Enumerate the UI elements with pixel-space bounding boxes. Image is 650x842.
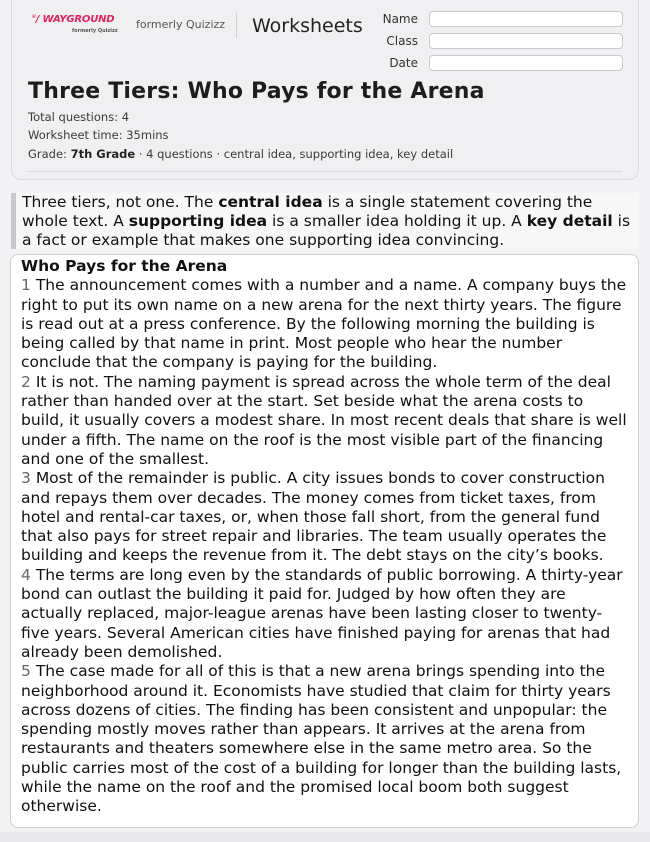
formerly-label: formerly Quizizz xyxy=(136,18,226,31)
logo-wordmark: ᐡ/ WAYGROUND xyxy=(32,14,115,25)
date-label: Date xyxy=(389,56,418,70)
wayground-logo xyxy=(32,14,124,36)
paragraph-number: 1 xyxy=(21,276,31,295)
name-field[interactable] xyxy=(429,11,623,27)
class-label: Class xyxy=(386,34,418,48)
term-supporting-idea: supporting idea xyxy=(128,212,268,230)
section-title: Worksheets xyxy=(252,15,363,37)
worksheet-time: Worksheet time: 35mins xyxy=(28,128,169,142)
date-field[interactable] xyxy=(429,55,623,71)
paragraph-number: 3 xyxy=(21,469,31,488)
intro-callout: Three tiers, not one. The central idea is a single statement covering the whole text. A supporting idea is a smaller idea holding it up. A key detail is a fact or example that makes one supporting idea convincing. xyxy=(11,193,639,249)
grade-value: 7th Grade xyxy=(70,147,136,161)
paragraph: 3 Most of the remainder is public. A city issues bonds to cover construction and repays them over decades. The money comes from ticket taxes, from hotel and rental-car taxes, or, when those fall short, from the general fund that also pays for street repair and libraries. The team usually operates the building and keeps the revenue from it. The debt stays on the city’s books. xyxy=(21,469,607,565)
reading-passage xyxy=(10,254,639,828)
page-footer-band xyxy=(0,832,650,842)
logo-subtext: formerly Quizizz xyxy=(72,28,118,34)
paragraph: 2 It is not. The naming payment is spread across the whole term of the deal rather than handed over at the start. Set beside what the arena costs to build, it usually covers a modest share. In most recent deals that share is well under a fifth. The name on the roof is the most visible part of the financing and one of the smallest. xyxy=(21,372,627,468)
passage-title: Who Pays for the Arena xyxy=(21,257,228,275)
term-central-idea: central idea xyxy=(218,193,323,211)
worksheet-header xyxy=(11,0,639,180)
header-divider xyxy=(236,12,237,38)
page-title: Three Tiers: Who Pays for the Arena xyxy=(28,79,485,104)
class-field[interactable] xyxy=(429,33,623,49)
grade-info: Grade: 7th Grade · 4 questions · central idea, supporting idea, key detail xyxy=(28,147,454,161)
paragraph: 5 The case made for all of this is that a new arena brings spending into the neighborhood around it. Economists have studied that claim for thirty years across dozens of cities. The finding has been consistent and unpopular: the spending mostly moves rather than appears. It arrives at the arena from restaurants and theaters somewhere else in the same metro area. So the public carries most of the cost of a building for longer than the building lasts, while the name on the roof and the promised local boom both suggest otherwise. xyxy=(21,662,622,816)
paragraph: 4 The terms are long even by the standards of public borrowing. A thirty-year bond can outlast the building it paid for. Judged by how often they are actually replaced, major-league arenas have been lasting closer to twenty-five years. Several American cities have finished paying for arenas that had already been demolished. xyxy=(21,565,623,661)
name-label: Name xyxy=(382,12,418,26)
term-key-detail: key detail xyxy=(526,212,613,230)
header-rule xyxy=(28,171,622,172)
paragraph-number: 5 xyxy=(21,662,31,681)
paragraph-number: 4 xyxy=(21,565,31,584)
paragraph-number: 2 xyxy=(21,372,31,391)
paragraph: 1 The announcement comes with a number and a name. A company buys the right to put its own name on a new arena for the next thirty years. The figure is read out at a press conference. By the following morning the building is being called by that name in print. Most people who hear the number conclude that the company is paying for the building. xyxy=(21,276,627,372)
total-questions: Total questions: 4 xyxy=(28,110,130,124)
